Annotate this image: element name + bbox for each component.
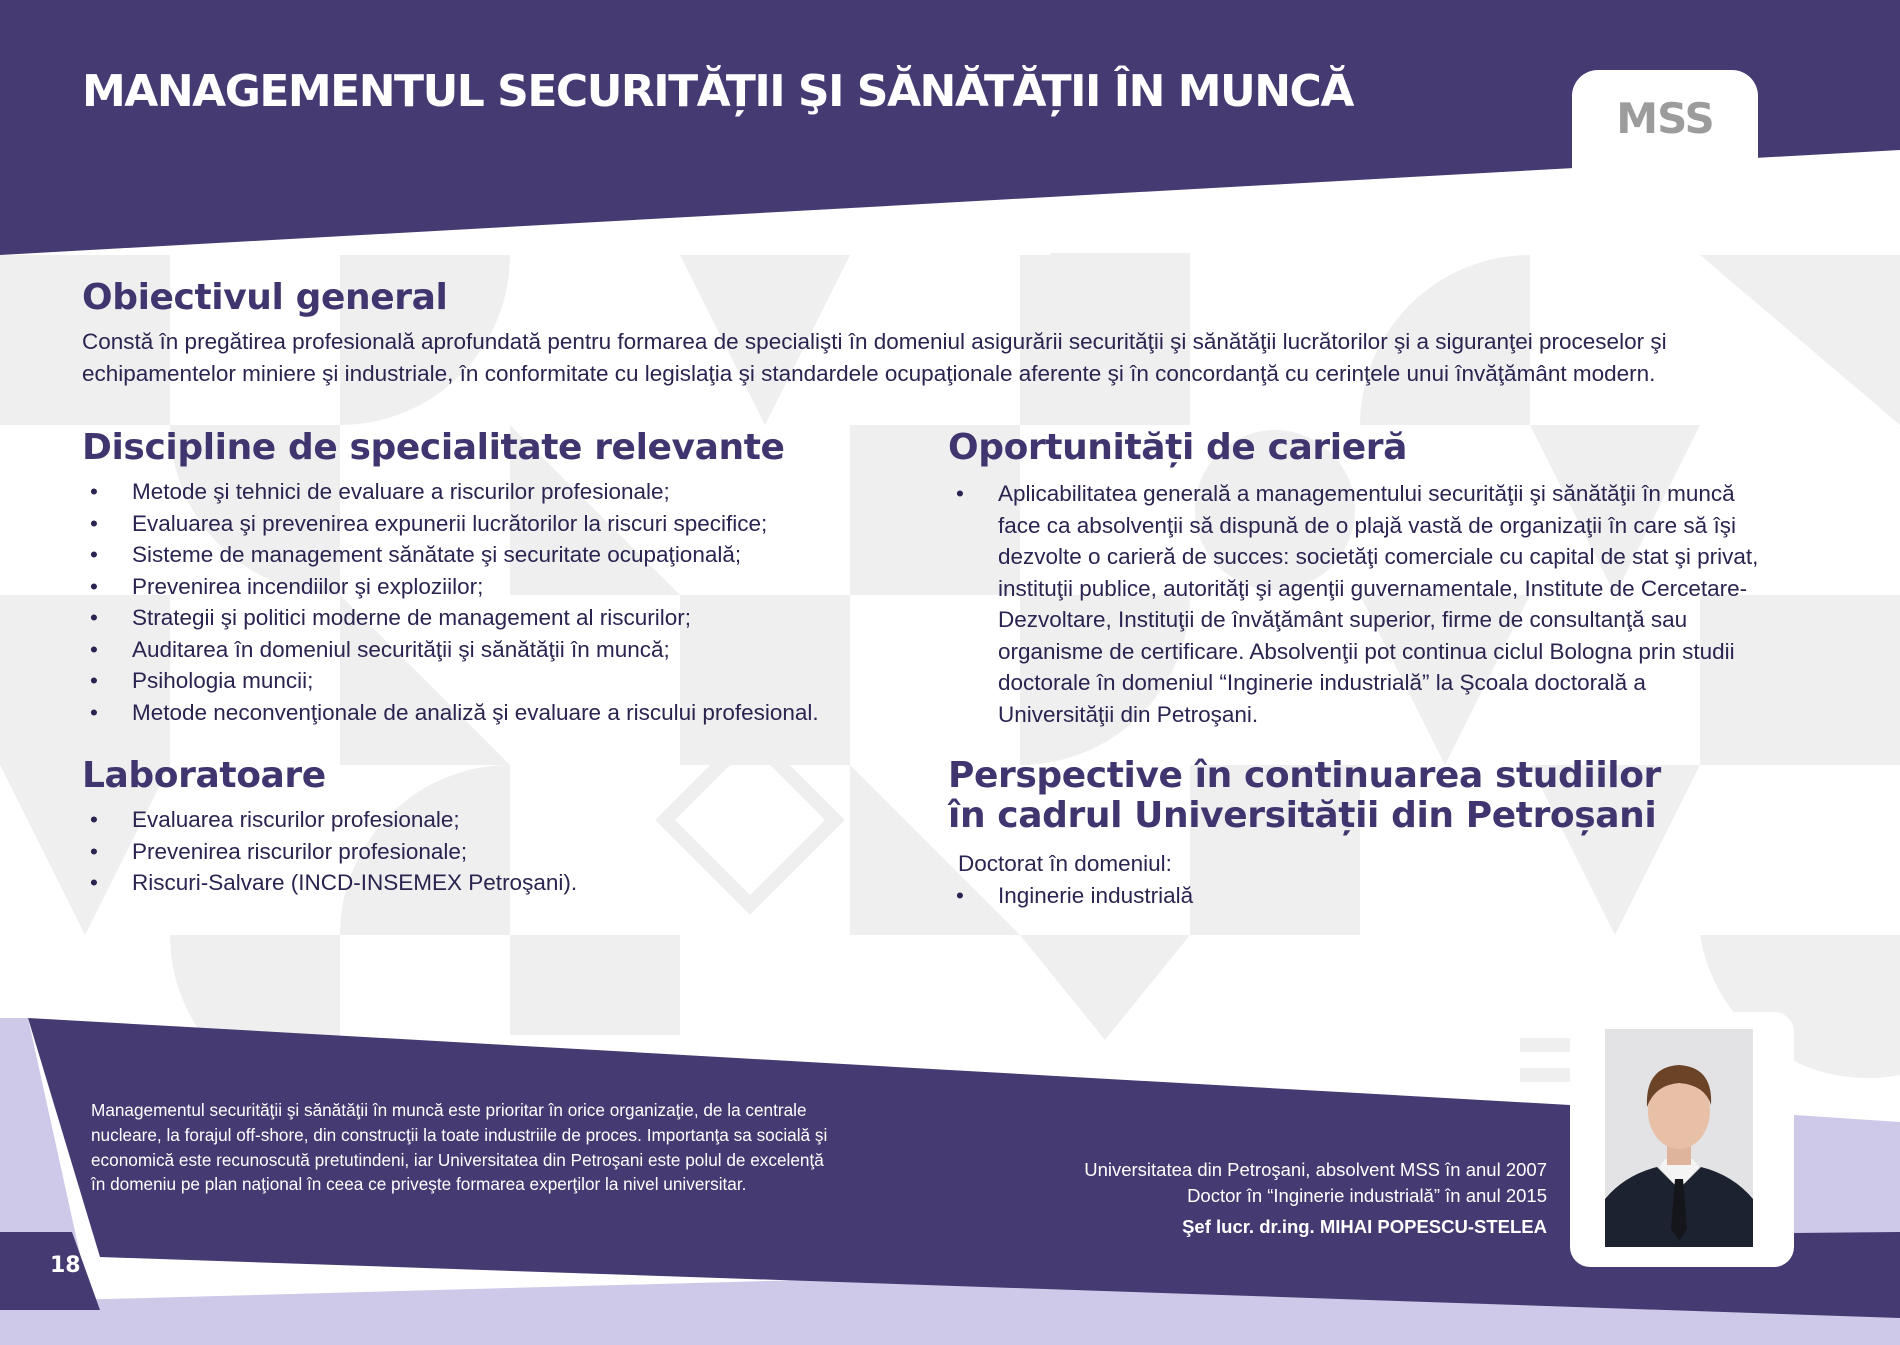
perspectives-list xyxy=(948,880,1193,912)
career-title: Oportunități de carieră xyxy=(948,427,1407,468)
alumnus-info xyxy=(1084,1157,1547,1240)
list-item: • Evaluarea şi prevenirea expunerii lucrătorilor la riscuri specifice; xyxy=(82,508,819,540)
footer-line: economică este recunoscută pretutindeni, iar Universitatea din Petroşani este polul de excelenţă xyxy=(91,1149,824,1170)
list-item: • Auditarea în domeniul securităţii şi sănătăţii în muncă; xyxy=(82,634,819,666)
objective-title: Obiectivul general xyxy=(82,277,448,318)
objective-text xyxy=(82,326,1862,389)
program-abbreviation: MSS xyxy=(1616,94,1714,143)
list-item: • Riscuri-Salvare (INCD-INSEMEX Petroşani). xyxy=(82,867,577,899)
disciplines-title: Discipline de specialitate relevante xyxy=(82,427,785,468)
list-item: • Prevenirea incendiilor şi exploziilor; xyxy=(82,571,819,603)
list-item: • Metode neconvenţionale de analiză şi evaluare a riscului profesional. xyxy=(82,697,819,729)
list-item: • Prevenirea riscurilor profesionale; xyxy=(82,836,577,868)
alumnus-photo xyxy=(1605,1029,1753,1247)
list-item: • Inginerie industrială xyxy=(948,880,1193,912)
labs-list xyxy=(82,804,577,899)
footer-line: nucleare, la forajul off-shore, din construcţii la toate industriile de proces. Importanţa sa socială şi xyxy=(91,1124,828,1145)
footer-text xyxy=(91,1098,951,1197)
objective-line: echipamentelor miniere şi industriale, în conformitate cu legislaţia şi standardele ocupaţionale aferente şi în concordanţă cu cerinţele unui învăţământ modern. xyxy=(82,360,1656,386)
perspectives-title-line: Perspective în continuarea studiilor xyxy=(948,755,1661,796)
list-item: • Strategii şi politici moderne de management al riscurilor; xyxy=(82,602,819,634)
list-item: • Sisteme de management sănătate şi securitate ocupaţională; xyxy=(82,539,819,571)
career-list xyxy=(948,478,1768,730)
alumnus-name: Şef lucr. dr.ing. MIHAI POPESCU-STELEA xyxy=(1182,1216,1547,1237)
footer-line: Managementul securităţii şi sănătăţii în muncă este prioritar în orice organizaţie, de la centrale xyxy=(91,1100,807,1120)
perspectives-title-line: în cadrul Universității din Petroșani xyxy=(948,795,1657,836)
list-item: • Aplicabilitatea generală a managementului securităţii şi sănătăţii în muncă face ca absolvenţii să dispună de o plajă vastă de organizaţii în care să îşi dezvolte o carieră de succes: societăţi comerciale cu capital de stat şi privat, instituţii publice, autorităţi şi agenţii guvernamentale, Institute de Cercetare-Dezvoltare, Instituţii de învăţământ superior, firme de consultanţă sau organisme de certificare. Absolvenţii pot continua ciclul Bologna prin studii doctorale în domeniul “Inginerie industrială” la Şcoala doctorală a Universităţii din Petroşani. xyxy=(948,478,1768,730)
alumnus-education: Universitatea din Petroşani, absolvent MSS în anul 2007 xyxy=(1084,1159,1547,1180)
alumnus-photo-card xyxy=(1570,1012,1794,1267)
list-item: • Evaluarea riscurilor profesionale; xyxy=(82,804,577,836)
perspectives-intro: Doctorat în domeniul: xyxy=(958,851,1172,876)
objective-line: Constă în pregătirea profesională aprofundată pentru formarea de specialişti în domeniul asigurării securităţii şi sănătăţii lucrătorilor şi a siguranţei proceselor şi xyxy=(82,329,1667,354)
page-title: MANAGEMENTUL SECURITĂȚII ŞI SĂNĂTĂȚII ÎN MUNCĂ xyxy=(82,66,1353,117)
perspectives-title xyxy=(948,756,1661,836)
labs-title: Laboratoare xyxy=(82,755,326,796)
list-item: • Metode şi tehnici de evaluare a riscurilor profesionale; xyxy=(82,476,819,508)
page-number: 18 xyxy=(50,1253,81,1278)
alumnus-doctorate: Doctor în “Inginerie industrială” în anul 2015 xyxy=(1187,1185,1547,1206)
list-item: • Psihologia muncii; xyxy=(82,665,819,697)
footer-line: în domeniu pe plan naţional în ceea ce priveşte formarea experţilor la nivel universitar. xyxy=(91,1174,747,1195)
program-tab xyxy=(1572,70,1758,170)
disciplines-list xyxy=(82,476,819,728)
